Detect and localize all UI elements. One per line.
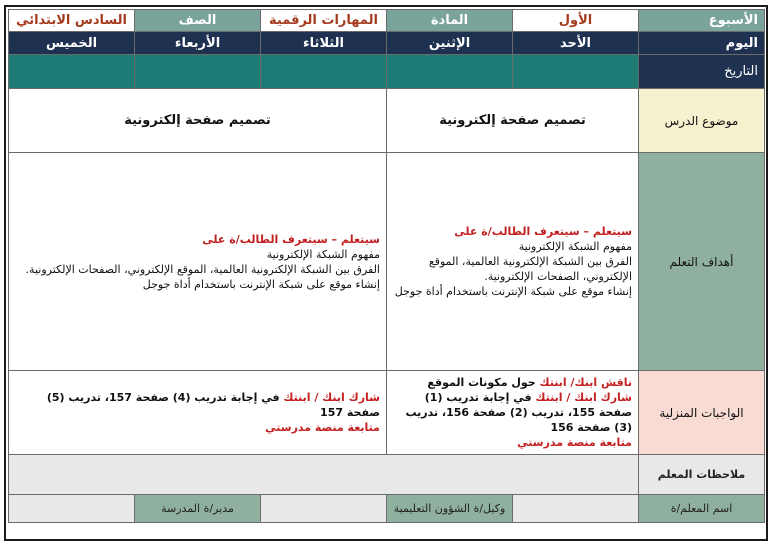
days-row (9, 32, 765, 55)
date-tuesday (261, 55, 387, 89)
date-thursday (9, 55, 135, 89)
week-label: الأسبوع (639, 10, 765, 32)
topic-cell-2: تصميم صفحة إلكترونية (9, 89, 387, 153)
homework-item: شارك ابنك / ابنتك في إجابة تدريب (1) صفحة 155، تدريب (2) صفحة 156، تدريب (3) صفحة 156 (405, 391, 632, 434)
objectives-label: أهداف التعلم (639, 153, 765, 371)
objectives-row (9, 153, 765, 371)
date-sunday (513, 55, 639, 89)
notes-label: ملاحظات المعلم (639, 455, 765, 495)
principal-label: مدير/ة المدرسة (135, 495, 261, 523)
header-row (9, 10, 765, 32)
date-monday (387, 55, 513, 89)
teacher-name-field[interactable] (513, 495, 639, 523)
day-tuesday: الثلاثاء (261, 32, 387, 55)
day-sunday: الأحد (513, 32, 639, 55)
homework-row (9, 371, 765, 455)
day-wednesday: الأربعاء (135, 32, 261, 55)
notes-row (9, 455, 765, 495)
homework-item: شارك ابنك / ابنتك في إجابة تدريب (4) صفحة 157، تدريب (5) صفحة 157 (46, 391, 380, 419)
topic-row (9, 89, 765, 153)
week-value: الأول (513, 10, 639, 32)
date-row (9, 55, 765, 89)
homework-item: متابعة منصة مدرستي (265, 421, 380, 434)
homework-cell-1 (387, 371, 639, 455)
objective-item: إنشاء موقع على شبكة الإنترنت باستخدام أداة جوجل (394, 285, 632, 298)
day-monday: الإثنين (387, 32, 513, 55)
homework-item: ناقش ابنك/ ابنتك حول مكونات الموقع (427, 376, 632, 389)
objectives-cell-1 (387, 153, 639, 371)
objective-item: مفهوم الشبكة الإلكترونية (266, 247, 380, 261)
homework-item: متابعة منصة مدرستي (517, 436, 632, 449)
objective-item: مفهوم الشبكة الإلكترونية (518, 240, 632, 253)
objective-item: الفرق بين الشبكة الإلكترونية العالمية، الموقع الإلكتروني، الصفحات الإلكترونية. (25, 262, 380, 276)
topic-label: موضوع الدرس (639, 89, 765, 153)
objective-item: إنشاء موقع على شبكة الإنترنت باستخدام أداة جوجل (142, 277, 380, 291)
objectives-intro: سيتعلم – سيتعرف الطالب/ة على (202, 232, 380, 246)
grade-value: السادس الابتدائي (9, 10, 135, 32)
objectives-cell-2 (9, 153, 387, 371)
principal-name-field[interactable] (9, 495, 135, 523)
deputy-label: وكيل/ة الشؤون التعليمية (387, 495, 513, 523)
subject-label: المادة (387, 10, 513, 32)
objective-item: الفرق بين الشبكة الإلكترونية العالمية، الموقع الإلكتروني، الصفحات الإلكترونية. (428, 255, 632, 283)
date-label: التاريخ (639, 55, 765, 89)
topic-cell-1: تصميم صفحة إلكترونية (387, 89, 639, 153)
teacher-label: اسم المعلم/ة (639, 495, 765, 523)
lesson-plan-table (8, 9, 765, 523)
date-wednesday (135, 55, 261, 89)
objectives-intro: سيتعلم – سيتعرف الطالب/ة على (454, 225, 632, 238)
day-label: اليوم (639, 32, 765, 55)
deputy-name-field[interactable] (261, 495, 387, 523)
day-thursday: الخميس (9, 32, 135, 55)
notes-cell[interactable] (9, 455, 639, 495)
signature-row (9, 495, 765, 523)
homework-label: الواجبات المنزلية (639, 371, 765, 455)
homework-cell-2 (9, 371, 387, 455)
subject-value: المهارات الرقمية (261, 10, 387, 32)
grade-label: الصف (135, 10, 261, 32)
